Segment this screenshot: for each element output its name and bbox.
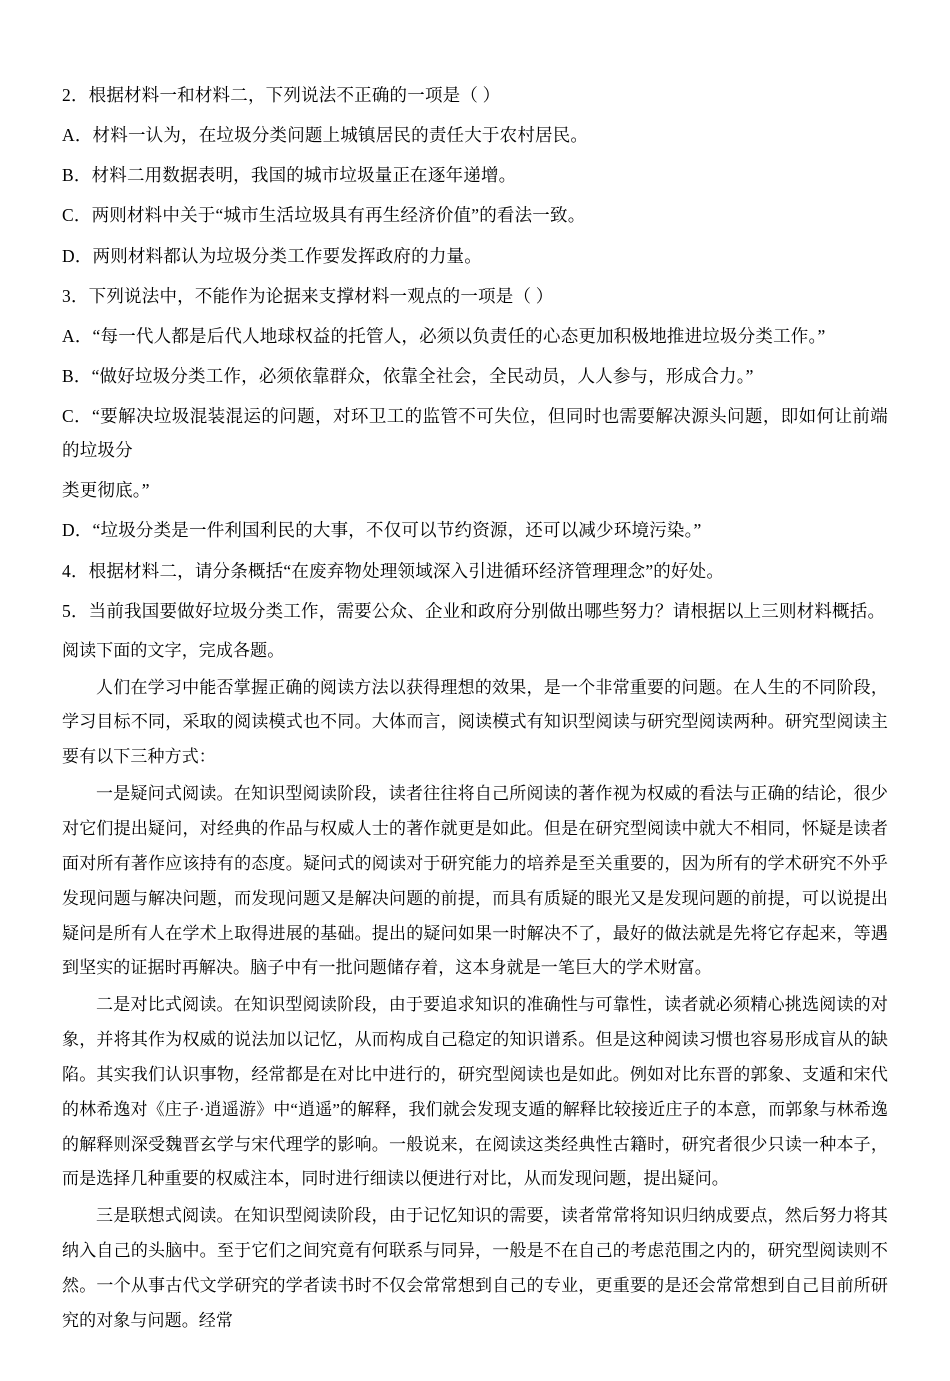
question-option-continuation: 类更彻底。” <box>62 480 150 501</box>
body-paragraph: 人们在学习中能否掌握正确的阅读方法以获得理想的效果，是一个非常重要的问题。在人生的不同阶段，学习目标不同，采取的阅读模式也不同。大体而言，阅读模式有知识型阅读与研究型阅读两种。研究型阅读主要有以下三种方式： <box>62 677 888 767</box>
question-stem: 5．当前我国要做好垃圾分类工作，需要公众、企业和政府分别做出哪些努力？请根据以上三则材料概括。 <box>62 600 886 621</box>
question-stem: 4．根据材料二，请分条概括“在废弃物处理领域深入引进循环经济管理理念”的好处。 <box>62 560 725 581</box>
question-stem: 3．下列说法中，不能作为论据来支撑材料一观点的一项是（ ） <box>62 285 554 306</box>
body-paragraph: 二是对比式阅读。在知识型阅读阶段，由于要追求知识的准确性与可靠性，读者就必须精心挑选阅读的对象，并将其作为权威的说法加以记忆，从而构成自己稳定的知识谱系。但是这种阅读习惯也容易形成盲从的缺陷。其实我们认识事物，经常都是在对比中进行的，研究型阅读也是如此。例如对比东晋的郭象、支遁和宋代的林希逸对《庄子·逍遥游》中“逍遥”的解释，我们就会发现支遁的解释比较接近庄子的本意，而郭象与林希逸的解释则深受魏晋玄学与宋代理学的影响。一般说来，在阅读这类经典性古籍时，研究者很少只读一种本子，而是选择几种重要的权威注本，同时进行细读以便进行对比，从而发现问题，提出疑问。 <box>62 995 888 1189</box>
question-option: B．“做好垃圾分类工作，必须依靠群众，依靠全社会，全民动员，人人参与，形成合力。” <box>62 365 754 386</box>
question-option: A．“每一代人都是后代人地球权益的托管人，必须以负责任的心态更加积极地推进垃圾分类工作。” <box>62 325 826 346</box>
question-option: D．“垃圾分类是一件利国利民的大事，不仅可以节约资源，还可以减少环境污染。” <box>62 520 702 541</box>
question-option: C．两则材料中关于“城市生活垃圾具有再生经济价值”的看法一致。 <box>62 205 586 226</box>
question-option: B．材料二用数据表明，我国的城市垃圾量正在逐年递增。 <box>62 165 517 186</box>
reading-instruction: 阅读下面的文字，完成各题。 <box>62 640 285 660</box>
body-paragraph: 一是疑问式阅读。在知识型阅读阶段，读者往往将自己所阅读的著作视为权威的看法与正确的结论，很少对它们提出疑问，对经典的作品与权威人士的著作就更是如此。但是在研究型阅读中就大不相同，怀疑是读者面对所有著作应该持有的态度。疑问式的阅读对于研究能力的培养是至关重要的，因为所有的学术研究不外乎发现问题与解决问题，而发现问题又是解决问题的前提，而具有质疑的眼光又是发现问题的前提，可以说提出疑问是所有人在学术上取得进展的基础。提出的疑问如果一时解决不了，最好的做法就是先将它存起来，等遇到坚实的证据时再解决。脑子中有一批问题储存着，这本身就是一笔巨大的学术财富。 <box>62 784 888 978</box>
question-option: C．“要解决垃圾混装混运的问题，对环卫工的监管不可失位，但同时也需要解决源头问题，即如何让前端的垃圾分 <box>62 406 888 461</box>
question-option: A．材料一认为，在垃圾分类问题上城镇居民的责任大于农村居民。 <box>62 125 589 146</box>
question-stem: 2．根据材料一和材料二，下列说法不正确的一项是（ ） <box>62 85 501 105</box>
question-option: D．两则材料都认为垃圾分类工作要发挥政府的力量。 <box>62 245 482 266</box>
body-paragraph: 三是联想式阅读。在知识型阅读阶段，由于记忆知识的需要，读者常常将知识归纳成要点，然后努力将其纳入自己的头脑中。至于它们之间究竟有何联系与同异，一般是不在自己的考虑范围之内的，研究型阅读则不然。一个从事古代文学研究的学者读书时不仅会常常想到自己的专业，更重要的是还会常常想到自己目前所研究的对象与问题。经常 <box>62 1206 888 1330</box>
